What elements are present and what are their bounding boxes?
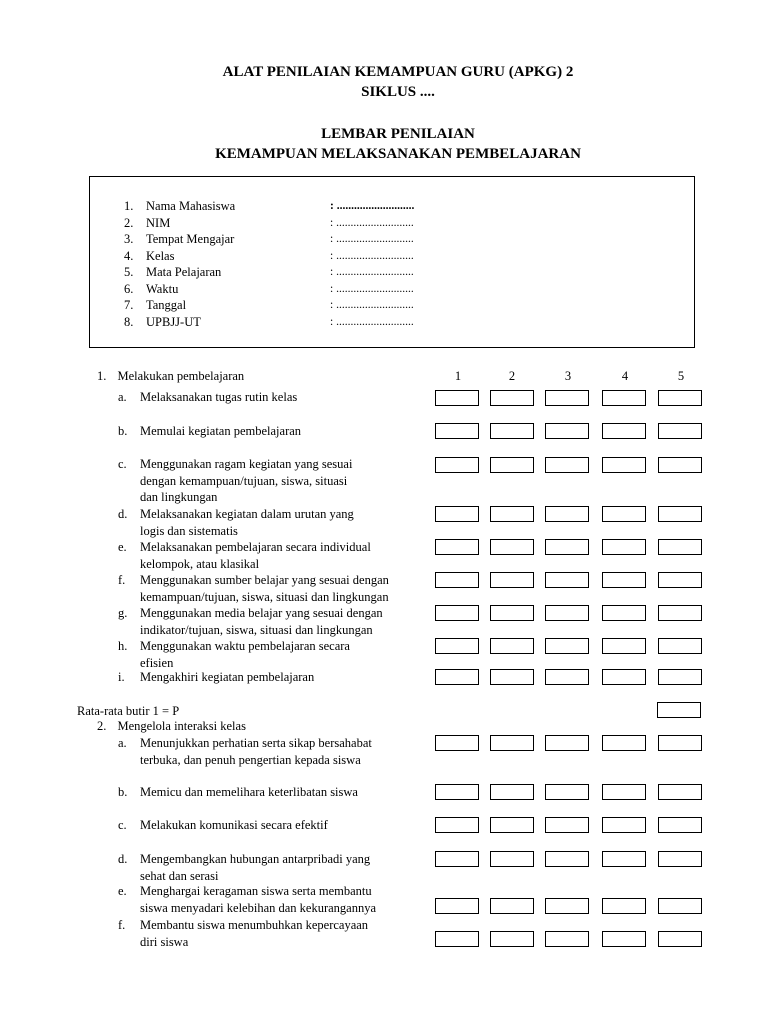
score-box-4[interactable] [602,784,646,800]
section-number: 1. [97,369,107,383]
score-box-3[interactable] [545,390,589,406]
score-box-2[interactable] [490,931,534,947]
score-box-3[interactable] [545,735,589,751]
score-box-1[interactable] [435,669,479,685]
score-box-3[interactable] [545,931,589,947]
score-box-3[interactable] [545,638,589,654]
sheet-title: LEMBAR PENILAIAN [321,126,475,142]
section-2-heading [97,718,246,734]
section-title: Melakukan pembelajaran [117,369,245,383]
document-page: ALAT PENILAIAN KEMAMPUAN GURU (APKG) 2 SIKLUS .... LEMBAR PENILAIAN KEMAMPUAN MELAKSANAKAN PEMBELAJARAN 1. Nama Mahasiswa : ........................... 2. NIM : ........................... 3. Tempat Mengajar : ........................... 4. Kelas : ........................... 5. Mata Pelajaran : ........................... 6. Waktu : ........................... 7. Tanggal : ........................... 8. UPBJJ-UT : ........................... 1. Melakukan pembelajaran 1 2 3 4 5 a. Melaksanakan tugas rutin kelas b. Memulai kegiatan pembelajaran c. Menggunakan ragam kegiatan yang sesuai dengan kemampuan/tujuan, siswa, situasi dan lingkungan d. Melaksanakan kegiatan dalam urutan yang logis dan sistematis e. Melaksanakan pembelajaran secara individual kelompok, atau klasikal f. Menggunakan sumber belajar yang sesuai dengan kemampuan/tujuan, siswa, situasi dan lingkungan g. Menggunakan media belajar yang sesuai dengan indikator/tujuan, siswa, situasi dan lingkungan h. Menggunakan waktu pembelajaran secara efisien i. Mengakhiri kegiatan pembelajaran Rata-rata butir 1 = P 2. Mengelola interaksi kelas a. Menunjukkan perhatian serta sikap bersahabat terbuka, dan penuh pengertian kepada siswa b. Memicu dan memelihara keterlibatan siswa c. Melakukan komunikasi secara efektif d. Mengembangkan hubungan antarpribadi yang sehat dan serasi e. Menghargai keragaman siswa serta membantu siswa menyadari kelebihan dan kekurangannya f. Membantu siswa menumbuhkan kepercayaan diri siswa [0,0,768,1024]
score-box-4[interactable] [602,605,646,621]
average-score-box[interactable] [657,702,701,718]
score-box-2[interactable] [490,851,534,867]
score-box-4[interactable] [602,817,646,833]
score-box-4[interactable] [602,931,646,947]
score-box-2[interactable] [490,457,534,473]
score-box-2[interactable] [490,735,534,751]
identity-box: 1. Nama Mahasiswa : ........................... 2. NIM : ........................... 3. Tempat Mengajar : ........................... 4. Kelas : ........................... 5. Mata Pelajaran : ........................... 6. Waktu : ........................... 7. Tanggal : ........................... 8. UPBJJ-UT : ........................... [89,176,695,348]
score-box-2[interactable] [490,423,534,439]
info-field[interactable]: : ........................... [330,266,414,278]
section-number: 2. [97,719,107,733]
score-box-5[interactable] [658,669,702,685]
score-box-1[interactable] [435,638,479,654]
info-field[interactable]: : ........................... [330,315,414,328]
score-box-3[interactable] [545,506,589,522]
score-box-5[interactable] [658,457,702,473]
score-box-5[interactable] [658,931,702,947]
cycle-label: SIKLUS .... [361,84,435,100]
score-box-1[interactable] [435,851,479,867]
score-box-1[interactable] [435,572,479,588]
score-header: 2 [508,369,516,383]
score-box-3[interactable] [545,851,589,867]
score-box-1[interactable] [435,423,479,439]
score-box-4[interactable] [602,539,646,555]
score-box-1[interactable] [435,457,479,473]
score-box-5[interactable] [658,605,702,621]
score-header: 4 [621,369,629,383]
score-box-5[interactable] [658,539,702,555]
score-box-4[interactable] [602,898,646,914]
score-box-1[interactable] [435,898,479,914]
score-box-2[interactable] [490,572,534,588]
section-title: Mengelola interaksi kelas [117,719,246,733]
score-box-2[interactable] [490,539,534,555]
score-box-1[interactable] [435,390,479,406]
score-box-3[interactable] [545,457,589,473]
score-box-4[interactable] [602,506,646,522]
score-box-3[interactable] [545,817,589,833]
score-box-3[interactable] [545,898,589,914]
score-box-4[interactable] [602,423,646,439]
score-box-3[interactable] [545,605,589,621]
info-field[interactable]: : ........................... [330,249,414,262]
score-box-5[interactable] [658,638,702,654]
score-box-5[interactable] [658,735,702,751]
info-field[interactable]: : ........................... [330,299,414,311]
score-box-2[interactable] [490,638,534,654]
score-header: 5 [677,369,685,383]
score-box-3[interactable] [545,423,589,439]
score-box-1[interactable] [435,605,479,621]
score-box-1[interactable] [435,931,479,947]
score-box-4[interactable] [602,457,646,473]
score-box-5[interactable] [658,423,702,439]
score-box-5[interactable] [658,572,702,588]
score-box-2[interactable] [490,669,534,685]
score-box-2[interactable] [490,784,534,800]
score-box-3[interactable] [545,784,589,800]
score-box-4[interactable] [602,390,646,406]
score-box-5[interactable] [658,898,702,914]
document-title: ALAT PENILAIAN KEMAMPUAN GURU (APKG) 2 [222,64,574,80]
score-box-5[interactable] [658,506,702,522]
score-box-1[interactable] [435,539,479,555]
score-box-3[interactable] [545,669,589,685]
score-box-1[interactable] [435,817,479,833]
score-box-1[interactable] [435,735,479,751]
score-box-2[interactable] [490,390,534,406]
score-box-5[interactable] [658,851,702,867]
score-box-4[interactable] [602,669,646,685]
score-box-4[interactable] [602,735,646,751]
score-box-2[interactable] [490,506,534,522]
score-box-4[interactable] [602,638,646,654]
score-box-5[interactable] [658,817,702,833]
score-box-5[interactable] [658,390,702,406]
score-box-3[interactable] [545,572,589,588]
score-box-2[interactable] [490,605,534,621]
info-field[interactable]: : ........................... [330,216,414,229]
average-label: Rata-rata butir 1 = P [77,704,180,718]
score-box-2[interactable] [490,817,534,833]
sheet-subtitle: KEMAMPUAN MELAKSANAKAN PEMBELAJARAN [215,146,581,162]
section-1-heading [97,368,244,384]
score-box-5[interactable] [658,784,702,800]
info-field[interactable]: : ........................... [330,282,414,295]
score-header: 3 [564,369,572,383]
info-field[interactable]: : ........................... [330,233,414,245]
info-field[interactable]: : ........................... [330,200,415,212]
score-box-3[interactable] [545,539,589,555]
score-box-1[interactable] [435,506,479,522]
score-box-1[interactable] [435,784,479,800]
score-box-4[interactable] [602,572,646,588]
score-box-4[interactable] [602,851,646,867]
score-box-2[interactable] [490,898,534,914]
score-header: 1 [454,369,462,383]
